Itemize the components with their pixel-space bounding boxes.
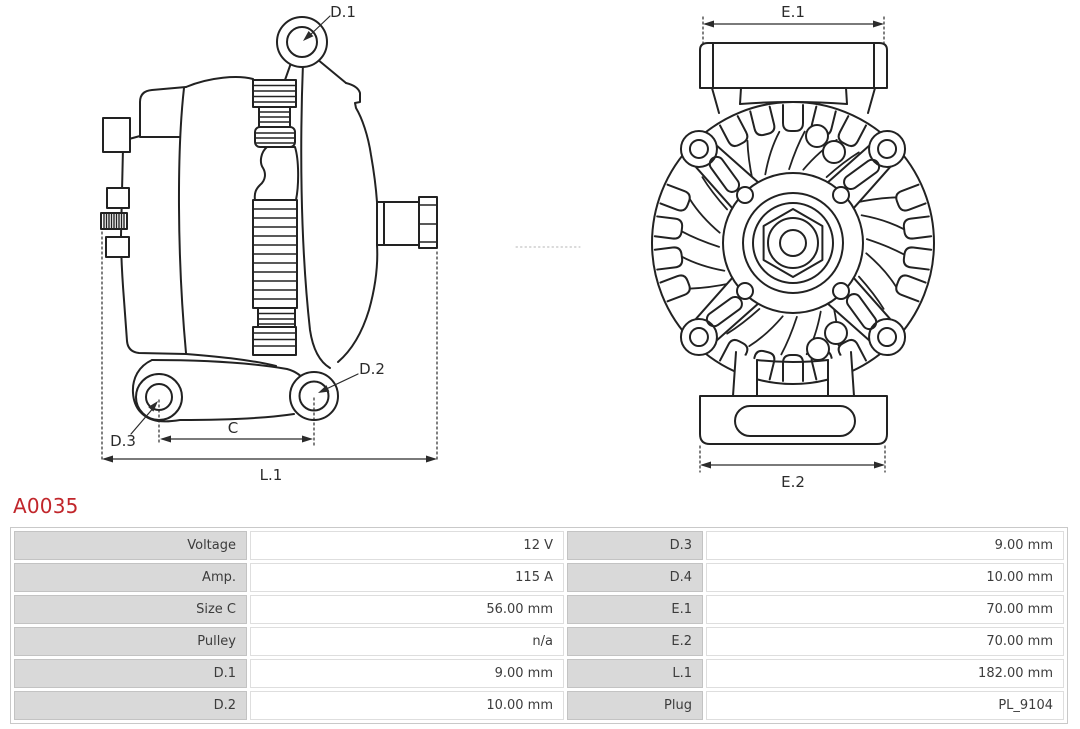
rear-view xyxy=(652,3,934,491)
spec-value-left: n/a xyxy=(250,627,564,656)
spec-label-right: E.1 xyxy=(567,595,703,624)
dim-label-d3: D.3 xyxy=(110,432,136,450)
rear-connector xyxy=(103,118,130,152)
front-ear xyxy=(346,83,377,202)
dim-label-d2: D.2 xyxy=(359,360,385,378)
spec-label-left: D.2 xyxy=(14,691,247,720)
spec-label-left: Pulley xyxy=(14,627,247,656)
dim-label-l1: L.1 xyxy=(259,466,283,484)
spec-value-left: 56.00 mm xyxy=(250,595,564,624)
spec-value-right: 70.00 mm xyxy=(706,595,1064,624)
spec-value-right: PL_9104 xyxy=(706,691,1064,720)
spec-label-left: Amp. xyxy=(14,563,247,592)
spec-value-right: 9.00 mm xyxy=(706,531,1064,560)
lug-d1 xyxy=(277,17,327,67)
spec-label-left: Voltage xyxy=(14,531,247,560)
spec-label-right: Plug xyxy=(567,691,703,720)
spec-table xyxy=(10,527,1068,724)
spec-value-left: 115 A xyxy=(250,563,564,592)
vent-hole xyxy=(807,338,829,360)
spec-value-right: 10.00 mm xyxy=(706,563,1064,592)
part-number: A0035 xyxy=(13,494,79,518)
spec-label-right: E.2 xyxy=(567,627,703,656)
lug-d3 xyxy=(136,374,182,420)
spec-label-left: D.1 xyxy=(14,659,247,688)
spec-value-left: 12 V xyxy=(250,531,564,560)
spec-value-right: 70.00 mm xyxy=(706,627,1064,656)
vent-hole xyxy=(806,125,828,147)
vent-hole xyxy=(825,322,847,344)
spec-value-left: 10.00 mm xyxy=(250,691,564,720)
vent-hole xyxy=(823,141,845,163)
spec-label-right: D.4 xyxy=(567,563,703,592)
spec-value-right: 182.00 mm xyxy=(706,659,1064,688)
spec-value-left: 9.00 mm xyxy=(250,659,564,688)
bottom-bracket xyxy=(700,352,887,444)
spec-label-right: D.3 xyxy=(567,531,703,560)
dim-label-d1: D.1 xyxy=(330,3,356,21)
top-bracket xyxy=(700,43,887,113)
dim-label-e2: E.2 xyxy=(781,473,805,491)
spec-label-left: Size C xyxy=(14,595,247,624)
rear-housing-inner-curve xyxy=(179,88,186,353)
dim-label-e1: E.1 xyxy=(781,3,805,21)
dim-label-c: C xyxy=(227,419,239,437)
side-view xyxy=(101,3,437,484)
spec-label-right: L.1 xyxy=(567,659,703,688)
